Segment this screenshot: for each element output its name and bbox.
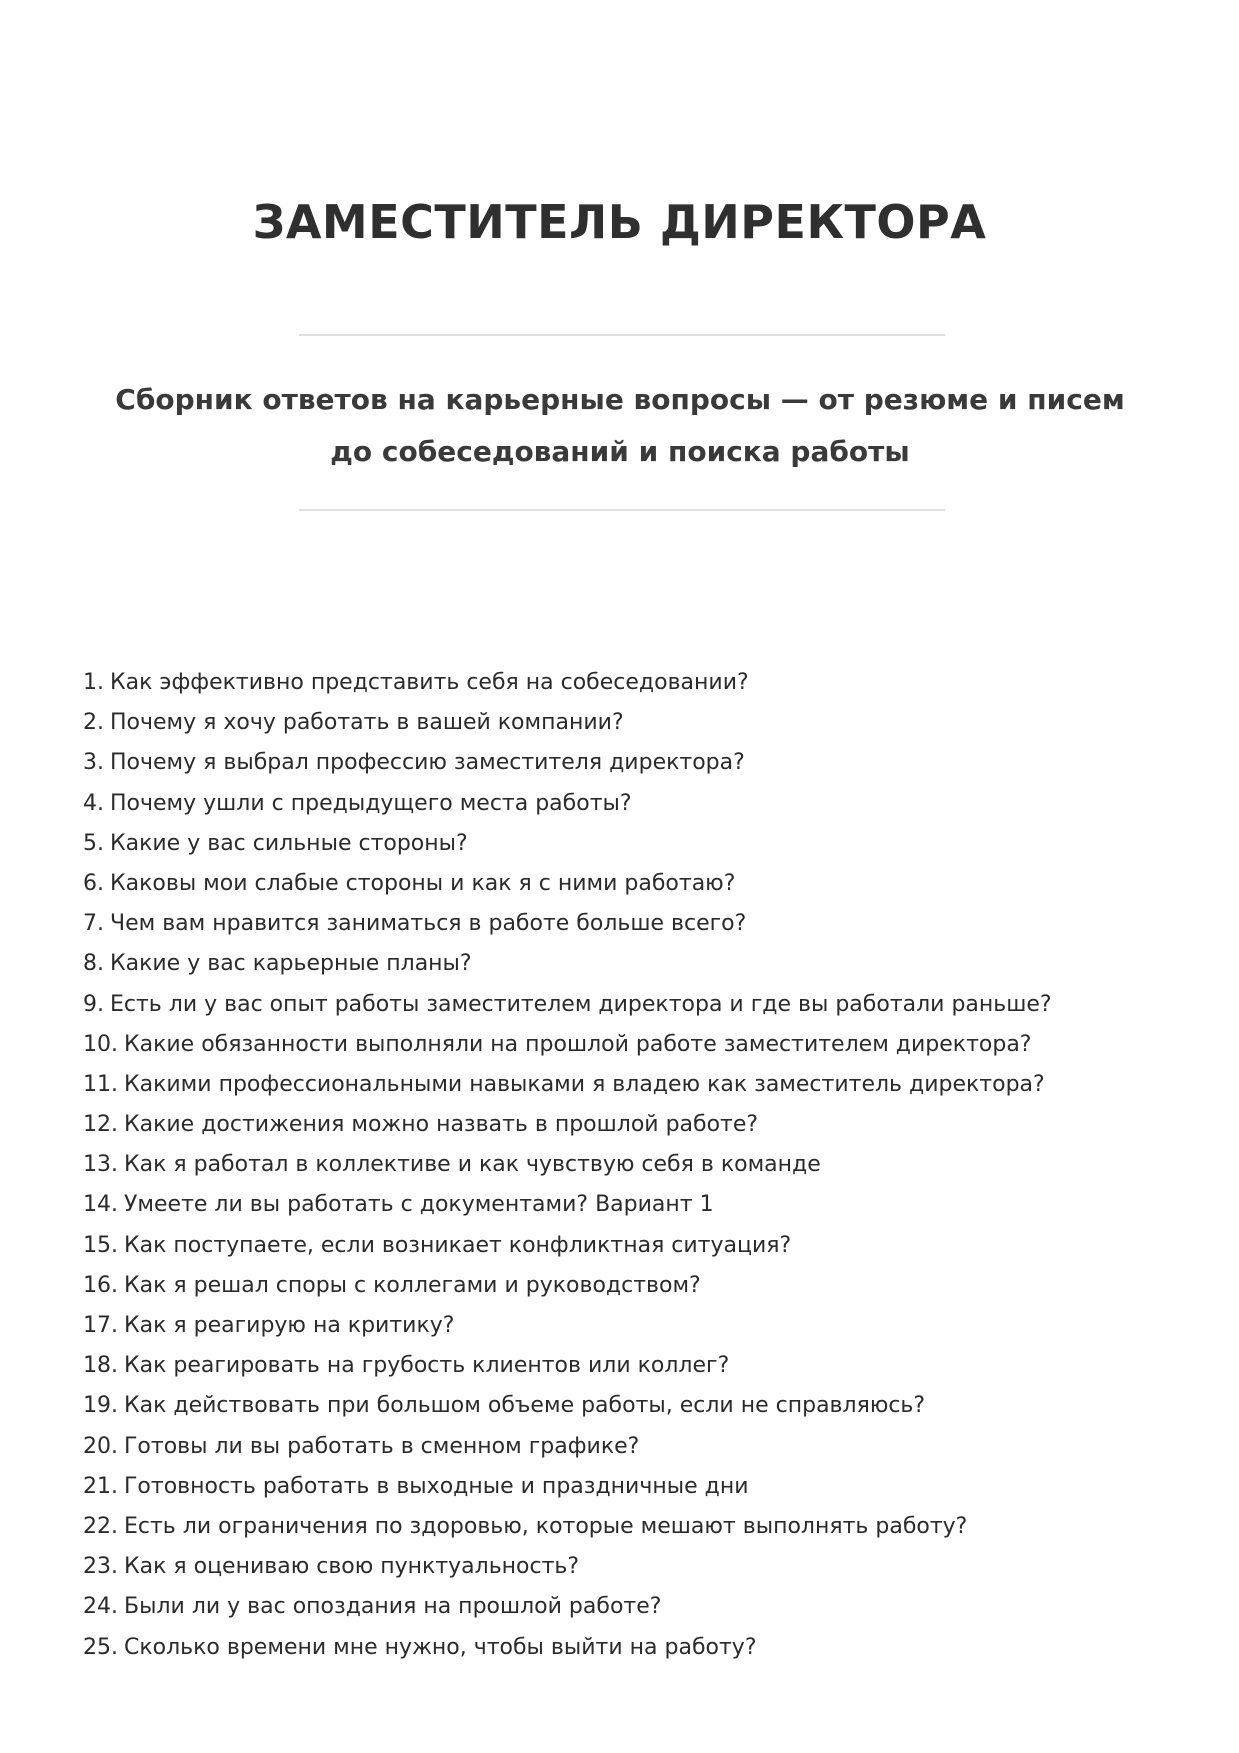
- question-text: Почему я хочу работать в вашей компании?: [110, 710, 624, 736]
- question-number: 8.: [83, 951, 104, 977]
- question-item: [83, 1346, 1163, 1386]
- question-text: Умеете ли вы работать с документами? Вариант 1: [124, 1192, 714, 1218]
- question-item: [83, 1266, 1163, 1306]
- document-title: ЗАМЕСТИТЕЛЬ ДИРЕКТОРА: [252, 195, 987, 249]
- question-text: Сколько времени мне нужно, чтобы выйти на работу?: [124, 1634, 757, 1660]
- question-item: [83, 1386, 1163, 1426]
- question-number: 12.: [83, 1112, 118, 1138]
- question-number: 7.: [83, 911, 104, 937]
- question-text: Есть ли ограничения по здоровью, которые мешают выполнять работу?: [124, 1513, 968, 1539]
- question-item: [83, 703, 1163, 743]
- question-item: [83, 1628, 1163, 1668]
- question-number: 17.: [83, 1313, 118, 1338]
- question-item: [83, 1587, 1163, 1627]
- question-text: Как я реагирую на критику?: [124, 1313, 455, 1338]
- question-item: [83, 904, 1163, 944]
- question-number: 22.: [83, 1513, 118, 1539]
- divider-bottom: [299, 509, 945, 511]
- question-text: Какие у вас сильные стороны?: [110, 830, 468, 856]
- question-list: [83, 663, 1163, 1668]
- question-item: [83, 824, 1163, 864]
- question-text: Каковы мои слабые стороны и как я с ними работаю?: [110, 870, 736, 896]
- question-number: 1.: [83, 670, 104, 695]
- question-number: 18.: [83, 1353, 118, 1379]
- question-number: 20.: [83, 1433, 118, 1459]
- question-text: Какие обязанности выполняли на прошлой работе заместителем директора?: [124, 1031, 1032, 1057]
- question-text: Есть ли у вас опыт работы заместителем директора и где вы работали раньше?: [110, 991, 1052, 1017]
- question-text: Почему ушли с предыдущего места работы?: [110, 790, 632, 816]
- question-text: Почему я выбрал профессию заместителя директора?: [110, 750, 745, 776]
- question-number: 9.: [83, 991, 104, 1017]
- question-item: [83, 1427, 1163, 1467]
- question-item: [83, 1226, 1163, 1266]
- question-number: 14.: [83, 1192, 118, 1218]
- question-item: [83, 985, 1163, 1025]
- question-item: [83, 944, 1163, 984]
- question-number: 16.: [83, 1272, 118, 1298]
- question-number: 24.: [83, 1594, 118, 1620]
- question-item: [83, 1065, 1163, 1105]
- question-item: [83, 1185, 1163, 1225]
- question-item: [83, 1507, 1163, 1547]
- question-item: [83, 1105, 1163, 1145]
- question-text: Чем вам нравится заниматься в работе больше всего?: [110, 911, 747, 937]
- question-item: [83, 1145, 1163, 1185]
- question-text: Как эффективно представить себя на собеседовании?: [110, 670, 749, 695]
- question-number: 4.: [83, 790, 104, 816]
- question-item: [83, 1306, 1163, 1346]
- question-item: [83, 1467, 1163, 1507]
- question-number: 6.: [83, 870, 104, 896]
- document-subtitle: Сборник ответов на карьерные вопросы — от резюме и писем до собеседований и поиска работы: [115, 383, 1125, 468]
- question-text: Какие у вас карьерные планы?: [110, 951, 472, 977]
- question-item: [83, 864, 1163, 904]
- question-number: 19.: [83, 1393, 118, 1419]
- question-number: 3.: [83, 750, 104, 776]
- question-text: Как я оцениваю свою пунктуальность?: [124, 1554, 580, 1580]
- question-text: Готовность работать в выходные и праздничные дни: [124, 1473, 749, 1499]
- question-number: 25.: [83, 1634, 118, 1660]
- question-text: Как реагировать на грубость клиентов или коллег?: [124, 1353, 730, 1379]
- question-text: Как я работал в коллективе и как чувствую себя в команде: [124, 1152, 821, 1178]
- question-number: 13.: [83, 1152, 118, 1178]
- question-text: Как поступаете, если возникает конфликтная ситуация?: [124, 1232, 792, 1258]
- question-text: Какими профессиональными навыками я владею как заместитель директора?: [124, 1071, 1045, 1097]
- question-item: [83, 1547, 1163, 1587]
- question-item: [83, 784, 1163, 824]
- question-number: 15.: [83, 1232, 118, 1258]
- question-text: Готовы ли вы работать в сменном графике?: [124, 1433, 640, 1459]
- question-text: Были ли у вас опоздания на прошлой работе?: [124, 1594, 662, 1620]
- question-number: 10.: [83, 1031, 118, 1057]
- question-item: [83, 663, 1163, 703]
- question-number: 5.: [83, 830, 104, 856]
- question-number: 23.: [83, 1554, 118, 1580]
- question-item: [83, 1025, 1163, 1065]
- question-item: [83, 743, 1163, 783]
- question-number: 2.: [83, 710, 104, 736]
- divider-top: [299, 334, 945, 336]
- question-text: Как действовать при большом объеме работы, если не справляюсь?: [124, 1393, 926, 1419]
- question-number: 21.: [83, 1473, 118, 1499]
- question-number: 11.: [83, 1071, 118, 1097]
- question-text: Как я решал споры с коллегами и руководством?: [124, 1272, 701, 1298]
- question-text: Какие достижения можно назвать в прошлой работе?: [124, 1112, 759, 1138]
